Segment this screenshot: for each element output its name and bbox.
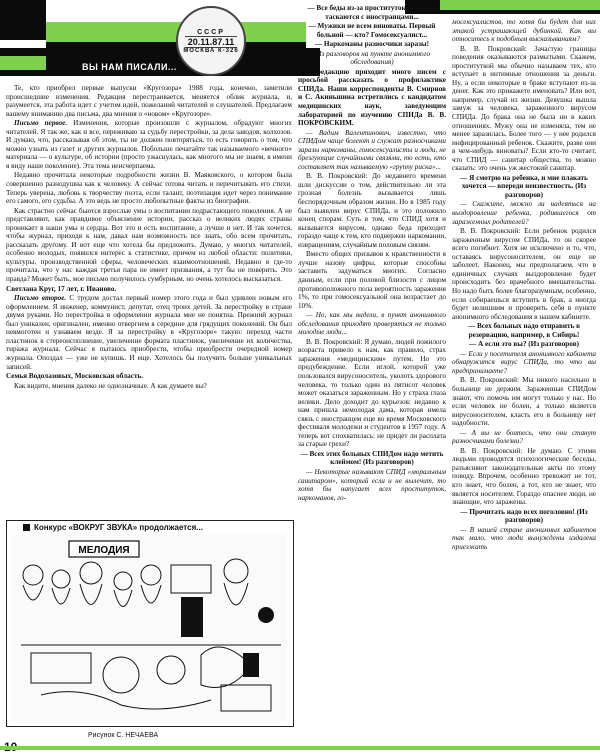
answer-3: В. В. Покровский: Я думаю, людей пожилого возраста привело к нам, как правило, страх заражения «медицинским» путем. Но это предубеждение. Если иглой, которой уже пользовался вирусоноситель, уколоть здорового человека, то только один из пятисот человек может оказаться зараженным. Но у страха глаза велики. Дело доходит до курьезов: недавно к нам пришла немолодая дама, которая имела связь с иностранцем еще во время Московского фестиваля молодежи и студентов в 1957 году. А теперь вот спохватилась: не придет ли расплата за старые грехи? — [298, 337, 446, 449]
right-column — [452, 18, 596, 552]
quote-1: — Все беды из-за проституток, которые таскаются с иностранцами... — [307, 4, 437, 21]
left-column — [6, 84, 292, 391]
letter1-paragraph — [6, 119, 292, 170]
header-black-band — [0, 0, 46, 40]
section-title: ВЫ НАМ ПИСАЛИ... — [82, 62, 177, 72]
quote-6: — Всех больных надо отправить в резервацию, например, в Сибирь! — [467, 322, 581, 339]
contest-title — [19, 523, 203, 532]
letter2-text: С трудом достал первый номер этого года и был удивлен новым его оформлением. Я инженер, коммунист, депутат, отец троих детей. За перестройку в стране двумя руками. Но перестройка в оформлении журнала мне не понятна. Прежний журнал был уникален, оригинален, именно отвергнем я середине для грядущих поколений. Он был невмоготен и узнаваем везде. Я за перестройку в «Кругозоре» такую: переход части пластинок в стереоисполнение, увеличение формата пластинок, увеличение их количества, тиража журнала. Сейчас я пытаюсь приобрести, чтобы приобрести очередной номер журнала. Опоздал — уже не купишь. И еще. Хотелось бы получить больше уникальных записей. — [6, 294, 292, 371]
quote-5: — Я смотрю на ребенка, и мне плакать хочется — впереди неизвестность. (Из разговоров) — [460, 173, 588, 199]
answer-7: В. В. Покровский: Не думаю. С этими людьми проводятся психологические беседы, разъясняют законодательные акты по этому поводу. Впрочем, особенно тревожит не тот, кто знает, что болен, а тот, кто не знает, что является носителем. Гораздо опаснее люди, не знающие, что заражены. — [452, 446, 596, 507]
quote-2: — Мужики не всем виноваты. Первый больной — кто? Гомосексуалист... — [308, 22, 436, 39]
bullet-marker — [23, 524, 30, 531]
sign-label: МЕЛОДИЯ — [78, 545, 130, 556]
postmark-stamp — [176, 6, 246, 76]
question-7: — В нашей стране анонимных кабинетов так мало, что люди вынуждены издалека приезжать — [452, 525, 596, 551]
quote-7: — А если это вы? (Из разговоров) — [469, 340, 579, 349]
illustration-caption: Рисунок С. НЕЧАЕВА — [88, 732, 159, 739]
question-3-cont: мосексуалистов, то хотя бы будет для них этакой устрашающей дубинкой. Как вы относитесь к подобным высказываниям? — [452, 18, 596, 44]
right-header-green — [440, 0, 600, 10]
letter2-paragraph — [6, 294, 292, 371]
closing-line: Как видите, мнения далеко не однозначные. А как думаете вы? — [14, 381, 207, 390]
contest-title-text: Конкурс «ВОКРУГ ЗВУКА» продолжается... — [34, 523, 203, 532]
question-2: — Но, как мы видели, в пункт анонимного обследования приходят проверяться не только молодые люди... — [298, 311, 446, 337]
letter1-text: Изменения, которые произошли с журналом, обрадуют многих читателей. Я так же, как и все, переживаю за судьбу перестройки, за дела заводов, колхозов. И думаю, что, рассказывая об этом, ты не должен повторяться, то есть говорить о том, что можно узнать из газет и других журналов. Побольше печатайте так называемого «вечного» материала — о культуре, об истории (просто ужаснулась, как многого мы не знаем, в имени я виду наше поколение). Эта тема неисчерпаема. — [6, 119, 293, 170]
letter1-signature: Светлана Круг, 17 лет, г. Иваново. — [6, 284, 117, 293]
footer-green-band — [0, 746, 600, 750]
letter1-paragraph-3: Как страстно сейчас бьются взрослые умы о воспитании подрастающего поколения. А не представляют, как правдивое объяснение истории, рассказ о великих людях страны проникает в наши умы и сердца. Вот это и есть воспитание, а лучше и нет. И так хочется, чтобы журнал, приходя к нам, давал нам возможность все знать, обо всем прочитать, рассказать другому. И вот еще что хотела бы предложить. Думаю, у многих читателей, особенно молодых, появился интерес к статистике, причем из любой области: политики, культуры, производственной сферы, человеческих взаимоотношений. Недавно я где-то прочитала, что у нас каждая третья пара не имеет призвания, а тут бы не поверить. Это правда? Может быть, мое письмо получилось сумбурным, но очень хотелось высказаться. — [6, 206, 292, 284]
quote-source: (Из разговоров на пункте анонимного обследования) — [313, 49, 431, 67]
shop-sign — [69, 541, 139, 557]
interview-intro: В редакцию приходит много писем с просьбой рассказать о профилактике СПИДа. Наши корреспонденты В. Смирнов и С. Акиньшина встретились с кандидатом медицинских наук, заведующим лабораторией по изучению СПИДа В. В. ПОКРОВСКИМ. — [298, 67, 446, 128]
question-4: — Скажите, можно ли надеяться на выздоровление ребенка, родившегося от зараженных родителей? — [452, 200, 596, 226]
quote-8: — Прочитать надо всех поголовно! (Из разговоров) — [460, 507, 588, 525]
letter2-lead: Письмо второе. — [14, 294, 67, 303]
cartoon-drawing — [11, 535, 287, 721]
answer-1: В. В. Покровский: До недавнего времени шли дискуссии о том, действительно ли эта грозная болезнь вызывается лишь беспорядочным образом жизни. Но в 1985 году был выявлен вирус СПИДа, и это положило конец спорам. Суть в том, что СПИД хотя и вызывается вирусом, однако беда приходит гораздо чаще к тем, кто подвержен наркомании, извращениям, случайным половым связям. — [298, 172, 446, 249]
stamp-bottom: МОСКВА К-326 — [183, 47, 239, 54]
intro-paragraph: Те, кто приобрел первые выпуски «Кругозора» 1988 года, конечно, заметили происшедшие изменения. Редакция перестраивается, меняется облик журнала, и, разумеется, эта работа идет с учетом идей, пожеланий читателей и слушателей. Предлагаем вашему вниманию два письма, два мнения о «новом» «Кругозоре». — [6, 84, 292, 118]
answer-5: В. В. Покровский: Если ребенок родился зараженным вирусом СПИДа, то он скорее всего погибнет. Хотя не исключено и то, что, оставаясь вирусоносителем, он еще не заболеет. Наконец, мы предполагаем, что в единичных случаях выздоровление будет происходить без врачебного вмешательства. Но надо быть более благоразумным, особенно, если собираешься вступить в брак, а иногда будет нелишним и проверить себя в пункте анонимного обследования в нашем кабинете. — [452, 227, 596, 321]
letter1-paragraph-2: Недавно прочитала некоторые подробности жизни В. Маяковского, о котором была совершенно разнодушна как к человеку. А сейчас готова читать и перечитывать его стихи. Теперь уверена, любовь к творчеству поэта, если талант, поэтизация идет через понимание его самого, его судьбы. А это ведь не просто любопытные факты из биографии. — [6, 171, 292, 206]
answer-2: Вместо общих призывов к нравственности я лучше назову цифры, которые способны заставить задуматься многих. Согласно данным, если при половой близости с лицом противоположного пола вероятность заражения 1%, то при гомосексуальной она возрастает до 10%. — [298, 250, 446, 310]
answer-6: В. В. Покровский: Мы никого насильно в больнице не держим. Зараженные СПИДом знают, что помочь им могут только у нас. Но если человек не болен, а только является вирусоносителем, класть его в больницу нет надобности. — [452, 376, 596, 428]
question-3: — Некоторые называют СПИД «моральным санитаром», который если и не вылечит, то хотя бы напугает всех проституток, наркоманов, го- — [298, 467, 446, 502]
question-6: — А вы не боитесь, что они станут разносчиками болезни? — [452, 428, 596, 446]
question-5: — Если у посетителя анонимного кабинета обнаружится вирус СПИДа, то что вы предпринимаете? — [452, 349, 596, 375]
stamp-date: 20.11.87.11 — [185, 36, 238, 48]
quote-4: — Всех этих больных СПИДом надо метить клеймом! (Из разговоров) — [300, 449, 444, 467]
contest-box — [6, 520, 294, 727]
question-1: — Вадим Валентинович, известно, что СПИДом чаще болеют и служат разносчиками заразы наркоманы, гомосексуалисты и люди, не брезгующие случайными связями, то есть, кто составляет так называемую «группу риска»... — [298, 128, 446, 171]
quote-3: — Наркоманы разносчики заразы! — [314, 40, 430, 49]
stamp-top: СССР — [197, 28, 225, 36]
letter2-signature: Семья Водолазовых, Московская область. — [6, 372, 144, 381]
middle-column — [298, 4, 446, 503]
letter1-lead: Письмо первое. — [14, 119, 68, 128]
answer-4: В. В. Покровский: Зачастую границы поведения оказываются размытыми. Скажем, проституткой мы обычно называем тех, кто вступает в интимные отношения за деньги. Ну, а если некоторые в браке вступают из-за денег. Как это прикажете именовать? Или вот, например, случай из жизни. Девушка вышла замуж за человека, зараженного вирусом СПИДа. До брака она не была ни в каких отношениях. Мужу она не изменяла, тем не менее заразилась. Более того — у нее родился инфицированный ребенок. Скажите, разве они в чем-нибудь виноваты? Если кто-то считает, что СПИД — санитар общества, то можно сказать: это очень уж жестокий санитар. — [452, 44, 596, 173]
header-green-marker — [0, 56, 46, 70]
